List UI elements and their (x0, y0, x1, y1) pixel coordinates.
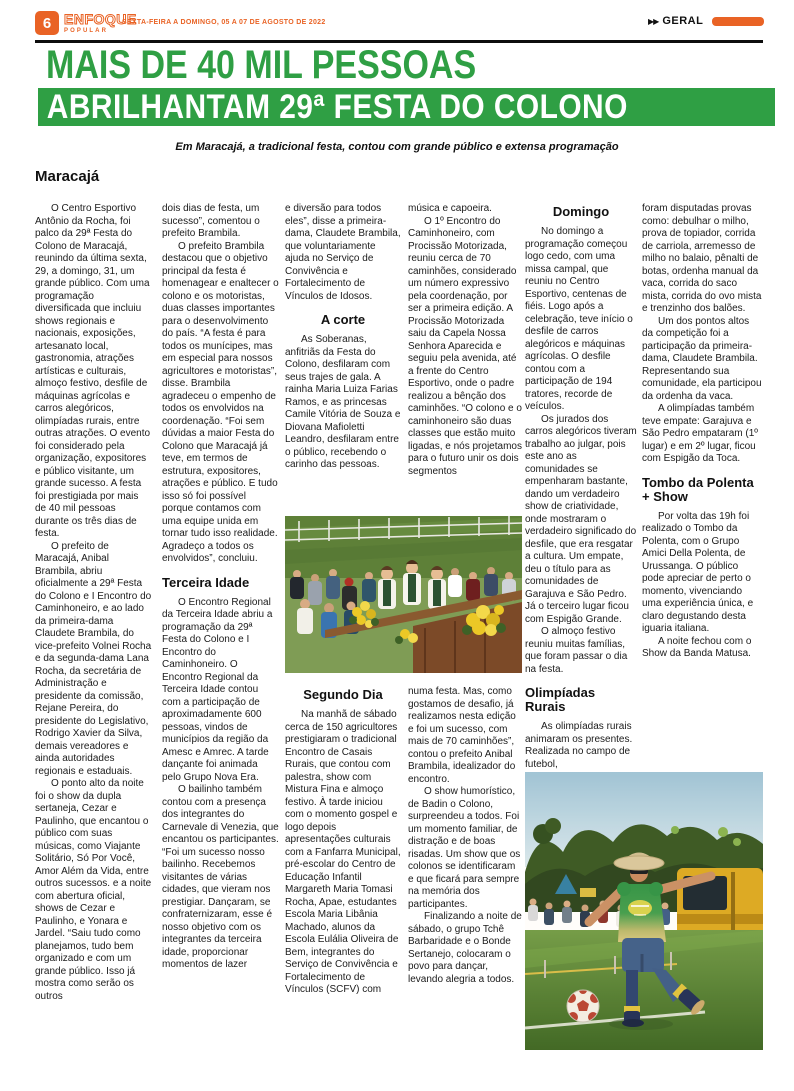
body-paragraph: música e capoeira. (408, 203, 492, 214)
princesses (378, 560, 446, 609)
body-paragraph: numa festa. Mas, como gostamos de desafio, já realizamos nesta edição e foi um sucesso, com mais de 70 caminhões”, contou o prefeito Anibal Brambila, idealizador do encontro. (408, 686, 516, 785)
text-column-3-top (285, 203, 401, 509)
column-subhead: Domingo (552, 204, 610, 219)
headline-deck: MAIS DE 40 MIL PESSOAS (46, 43, 477, 87)
body-paragraph: Os jurados dos carros alegóricos tiveram trabalho ao julgar, pois este ano as comunidades se empenharam bastante, dando um verdadeiro show de criatividade, onde mostraram o verdadeiro significado do desfile, que era resgatar a cultura. Um empate, deu o título para as comunidades de Garajuva e São Pedro. Já o terceiro lugar ficou com Espigão Grande. (525, 413, 637, 625)
column-subhead: Tombo da Polenta + Show (642, 474, 754, 504)
logo-enfoque: ENFOQUE (64, 11, 137, 27)
body-paragraph: e diversão para todos eles”, disse a primeira-dama, Claudete Brambila, que voluntariamente ajuda no Serviço de Convivência e Fortalecimento de Vínculos de Idosos. (285, 203, 401, 302)
photo-parade-float (285, 516, 522, 673)
headline-main: ABRILHANTAM 29ª FESTA DO COLONO (46, 88, 628, 126)
body-paragraph: Por volta das 19h foi realizado o Tombo da Polenta, com o Grupo Amici Della Polenta, de Urussanga. O público pode apreciar de perto o momento, vivenciando uma experiência única, e claro degustando desta iguaria italiana. (642, 510, 754, 634)
column-subhead: Terceira Idade (162, 574, 250, 590)
column-subhead: Segundo Dia (303, 687, 383, 702)
text-column-3-bottom (285, 686, 401, 1048)
body-paragraph: A noite fechou com o Show da Banda Matusa. (642, 635, 752, 659)
body-paragraph: O 1º Encontro do Caminhoneiro, com Procissão Motorizada, reuniu cerca de 70 caminhões, considerado um número expressivo pela coordenação, por ser a primeira edição. A Procissão Motorizada saiu da Capela Nossa Senhora Aparecida e seguiu pela avenida, até a frente do Centro Esportivo, onde o padre realizou a bênção dos caminhões. “O colono e o caminhoneiro são duas classes que estão muito ligadas, e nós projetamos para o futuro unir os dois segmentos (408, 215, 522, 477)
headline-subtitle: Em Maracajá, a tradicional festa, contou com grande público e extensa programação (175, 141, 619, 153)
column-subhead: Olimpíadas Rurais (525, 685, 596, 714)
body-paragraph: O ponto alto da noite foi o show da dupla sertaneja, Cezar e Paulinho, que encantou o público com suas músicas, como Viajante Solitário, Só Por Você, Amor Além da Vida, entre outros sucessos. e a noite com abertura oficial, shows de Cezar e Paulinho, e Yonara e Jardel. “Saiu tudo como planejamos, tudo bem organizado e com um grande público. Isso já mostra como serão os outros (35, 778, 152, 1002)
logo-popular: POPULAR (64, 28, 109, 34)
edition-date: SEXTA-FEIRA A DOMINGO, 05 A 07 DE AGOSTO DE 2022 (122, 19, 326, 26)
body-paragraph: O almoço festivo reuniu muitas famílias, que foram passar o dia na festa. (525, 626, 628, 675)
page-number-badge: 6 (35, 11, 59, 35)
body-paragraph: O prefeito de Maracajá, Anibal Brambila, abriu oficialmente a 29ª Festa do Colono e I Encontro do Caminhoneiro, e ao lado da primeira-dama Claudete Brambila, do vice-prefeito Volnei Rocha e da segunda-dama Lana Rocha, da secretária de Administração e presidente da comissão, Rejane Pereira, do presidente do Legislativo, Rodrigo Xavier da Silva, demais vereadores e ainda autoridades regionais e estaduais. (35, 540, 152, 777)
body-paragraph: Na manhã de sábado cerca de 150 agricultores prestigiaram o tradicional Encontro de Casais Rurais, que contou com palestra, show com Mistura Fina e almoço festivo. À tarde iniciou com o momento gospel e logo depois apresentações culturais com a Fanfarra Municipal, pré-escolar do Centro de Educação Infantil Margareth Maria Tomasi Rocha, Apae, estudantes Escola Maria Libânia Machado, alunos da Escola Eulália Oliveira de Bem, integrantes do Serviço de Convivência e Fortalecimento de Vínculos (SCFV) com (285, 709, 401, 995)
photo-rural-olympics-kick (525, 772, 763, 1050)
body-paragraph: Um dos pontos altos da competição foi a participação da primeira-dama, Claudete Brambila. Representando sua comunidade, ela participou da ordenha da vaca. (642, 315, 762, 402)
body-paragraph: O Encontro Regional da Terceira Idade abriu a programação da 29ª Festa do Colono e I Encontro do Caminhoneiro. O Encontro Regional da Terceira Idade contou com a participação de aproximadamente 600 pessoas, vindos de municípios da região da Amesc e Amrec. A tarde dançante foi animada pelo Grupo Nova Era. (162, 596, 273, 783)
section-tag (648, 15, 764, 27)
body-paragraph: O bailinho também contou com a presença dos integrantes do Carnevale di Venezia, que encantou os participantes. “Foi um sucesso nosso bailinho. Recebemos visitantes de várias cidades, que vieram nos prestigiar. Dançaram, se confraternizaram, esse é nosso objetivo com os integrantes da terceira idade, proporcionar momentos de lazer (162, 784, 279, 970)
body-paragraph: O show humorístico, de Badin o Colono, surpreendeu a todos. Foi um momento familiar, de distração e de boas risadas. Um show que os colonos se identificaram e que ficará para sempre na memória dos participantes. (408, 786, 521, 910)
body-paragraph: O Centro Esportivo Antônio da Rocha, foi palco da 29ª Festa do Colono de Maracajá, reunindo da última sexta, 29, a domingo, 31, um grande público. Com uma programação diversificada que incluiu shows regionais e nacionais, exposições, artesanato local, gastronomia, atrações artísticas e culturais, almoço festivo, desfile de máquinas agrícolas e carros alegóricos, olimpíadas rurais, entre outras atrações. O evento foi considerado pela organização, expositores e público visitante, um grande sucesso. A festa foi prestigiada por mais de 40 mil pessoas durante os três dias de festa. (35, 203, 151, 539)
column-subhead: A corte (320, 312, 366, 327)
text-column-4-top (408, 203, 522, 509)
body-paragraph: O prefeito Brambila destacou que o objetivo principal da festa é homenagear e enaltecer o colono e os motoristas, duas classes importantes para o desenvolvimento do país. “A festa é para todos os munícipes, mas em especial para nossos agricultores e motoristas”, disse. Brambila agradeceu o empenho de todos os envolvidos na coordenação. “Foi sem dúvidas a maior Festa do Colono que Maracajá já teve, em termos de estrutura, expositores, atrações e público. E tudo isso só foi possível porque contamos com uma equipe unida em tornar tudo isso realidade. Agradeço a todos os envolvidos”, concluiu. (162, 240, 279, 564)
body-paragraph: As olimpíadas rurais animaram os presentes. Realizada no campo de futebol, (525, 721, 633, 769)
double-arrow-icon: ▶▶ (648, 16, 659, 26)
body-paragraph: Finalizando a noite de sábado, o grupo Tchê Barbaridade e o Bonde Sertanejo, colocaram o povo para dançar, levando alegria a todos. (408, 911, 522, 985)
headline-bar (38, 88, 775, 126)
body-paragraph: No domingo a programação começou logo cedo, com uma missa campal, que reuniu no Centro Esportivo, centenas de fiéis. Logo após a celebração, teve início o desfile de carros alegóricos e máquinas agrícolas. O desfile contou com a participação de 194 tratores, recorde de veículos. (525, 226, 633, 412)
text-column-5 (525, 203, 637, 769)
text-column-2 (162, 203, 279, 1043)
section-accent-bar (712, 17, 764, 26)
section-label: GERAL (662, 15, 704, 27)
article-kicker: Maracajá (35, 168, 100, 185)
body-paragraph: A olimpíadas também teve empate: Garajuva e São Pedro empataram (1º lugar) e em 2º lugar, ficou com Espigão da Toca. (642, 403, 758, 464)
body-paragraph: dois dias de festa, um sucesso”, comentou o prefeito Brambila. (162, 203, 260, 239)
body-paragraph: foram disputadas provas como: debulhar o milho, prova de topiador, corrida de carriola, arremesso de milho no balaio, pênalti de botas, ordenha manual da vaca, corrida do saco mista, corrida do ovo mista e trenzinho dos balões. (642, 203, 762, 314)
text-column-1 (35, 203, 152, 1043)
text-column-4-bottom (408, 686, 522, 1036)
body-paragraph: As Soberanas, anfitriãs da Festa do Colono, desfilaram com seus trajes de gala. A rainha Maria Luiza Farias Ramos, e as princesas Camile Vitória de Souza e Diovana Mafioletti Leandro, desfilaram entre o público, recebendo o carinho das pessoas. (285, 334, 401, 470)
text-column-6 (642, 203, 763, 765)
